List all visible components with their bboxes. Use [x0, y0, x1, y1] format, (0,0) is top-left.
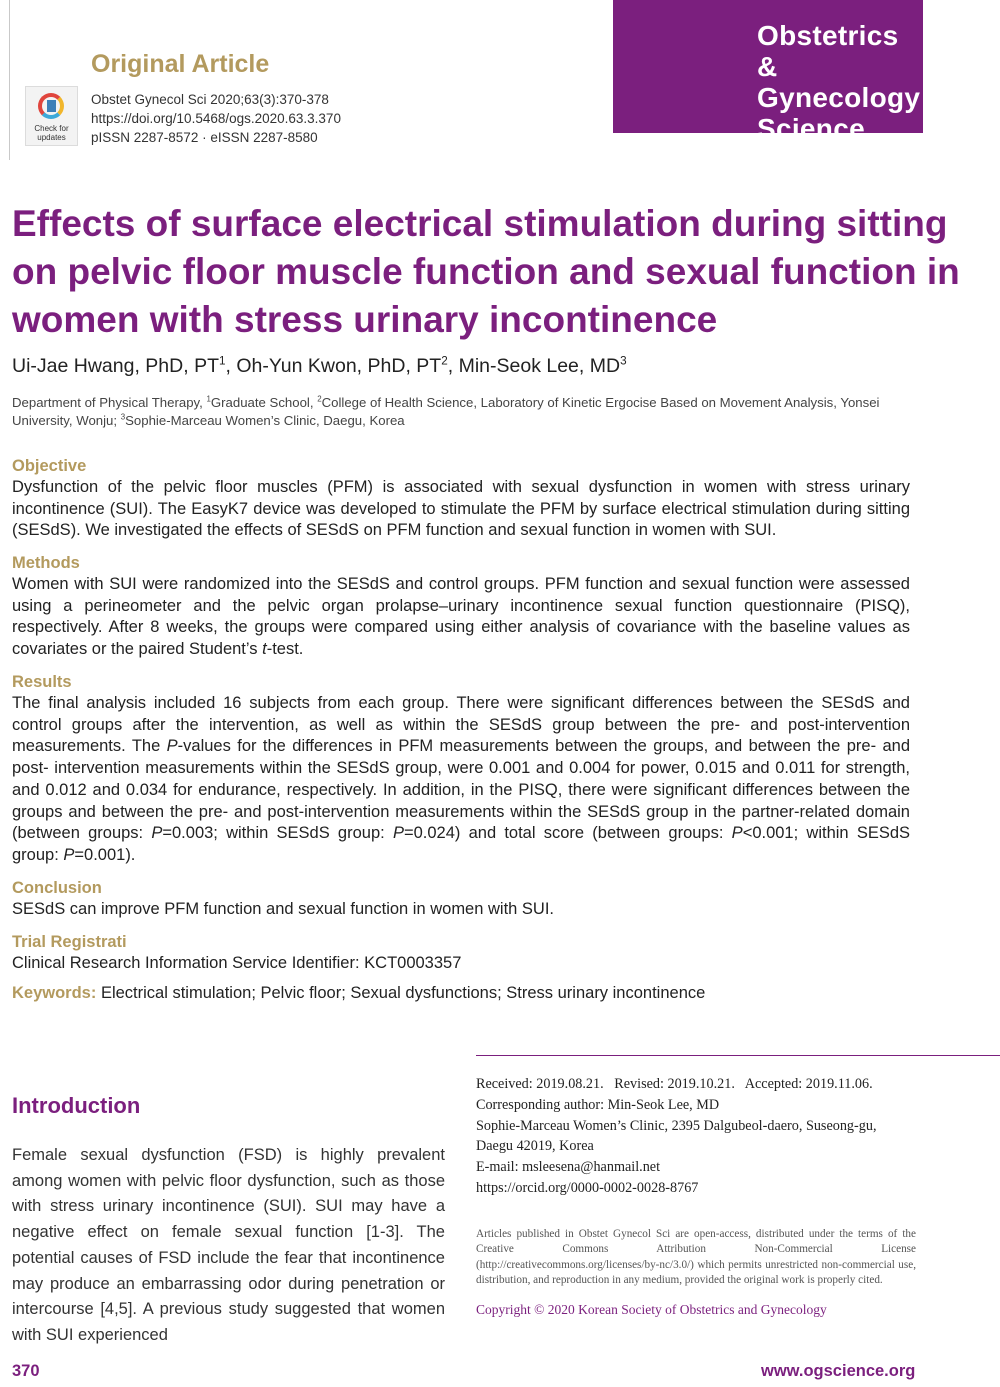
keywords-label: Keywords: — [12, 984, 97, 1002]
abstract-results — [12, 671, 910, 867]
corresponding-author: Corresponding author: Min-Seok Lee, MD — [476, 1096, 720, 1113]
section-text: SESdS can improve PFM function and sexual function in women with SUI. — [12, 900, 555, 918]
author-list: Ui-Jae Hwang, PhD, $PT^1$, Oh-Yun Kwon, PhD, $PT^2$, Min-Seok Lee, $MD^3$ — [12, 354, 627, 377]
citation-line: Obstet Gynecol Sci 2020;63(3):370-378 — [91, 92, 329, 107]
license-statement: Articles published in Obstet Gynecol Sci are open-access, distributed under the terms of the Creative Commons Attribution Non-Commercial License (http://creativecommons.org/licenses/by-nc/3.0/) which permits unrestricted non-commercial use, distribution, and reproduction in any medium, provided the original work is properly cited. — [476, 1228, 916, 1286]
section-text: The final analysis included 16 subjects from each group. There were significant differences between the SESdS and control groups after the intervention, as well as within the SESdS group between the pre- and post-intervention measurements. The P-values for the differences in PFM measurements between the groups, and between the pre- and post- intervention measurements within the SESdS group, were 0.001 and 0.004 for power, 0.015 and 0.011 for strength, and 0.012 and 0.034 for endurance, respectively. In addition, in the PISQ, there were significant differences between the groups and between the pre- and post-intervention measurements within the SESdS group in the partner-related domain (between groups: P=0.003; within SESdS group: P=0.024) and total score (between groups: P<0.001; within SESdS group: P=0.001). — [12, 694, 911, 864]
abstract-methods — [12, 552, 910, 661]
journal-title: Obstetrics & Gynecology Science — [757, 20, 921, 144]
abstract-objective — [12, 455, 910, 542]
author-name: Min-Seok Lee, MD — [458, 355, 621, 377]
section-heading: Objective — [12, 457, 87, 475]
abstract-conclusion — [12, 877, 910, 921]
article-type-label: Original Article — [91, 50, 270, 78]
crossmark-label: Check for updates — [34, 124, 69, 142]
history-dates: Received: 2019.08.21. Revised: 2019.10.21. Accepted: 2019.11.06. — [476, 1076, 873, 1092]
section-heading: Trial Registrati — [12, 933, 127, 951]
bookmark-icon — [47, 100, 56, 112]
orcid-link[interactable]: https://orcid.org/0000-0002-0028-8767 — [476, 1179, 699, 1196]
section-text: Women with SUI were randomized into the SESdS and control groups. PFM function and sexual function were assessed using a perineometer and the pelvic organ prolapse–urinary incontinence sexual function questionnaire (PISQ), respectively. After 8 weeks, the groups were compared using either analysis of covariance with the baseline values as covariates or the paired Student’s t-test. — [12, 575, 910, 659]
doi-link[interactable]: https://doi.org/10.5468/ogs.2020.63.3.370 — [91, 111, 341, 126]
article-title: Effects of surface electrical stimulation during sitting on pelvic floor muscle function and sexual function in women with stress urinary incontinence — [12, 203, 960, 340]
keywords-line — [12, 984, 705, 1003]
author-name: Ui-Jae Hwang, PhD, PT — [12, 355, 219, 377]
abstract-trial-registration — [12, 931, 910, 975]
author-email[interactable]: E-mail: msleesena@hanmail.net — [476, 1159, 661, 1176]
issn-line: pISSN 2287-8572 · eISSN 2287-8580 — [91, 130, 318, 145]
citation-block — [91, 90, 341, 147]
keywords-text: Electrical stimulation; Pelvic floor; Sexual dysfunctions; Stress urinary incontinence — [96, 984, 706, 1002]
section-heading: Conclusion — [12, 879, 102, 897]
section-divider — [476, 1055, 1000, 1056]
author-address: Sophie-Marceau Women’s Clinic, 2395 Dalgubeol-daero, Suseong-gu, Daegu 42019, Korea — [476, 1117, 877, 1155]
author-name: Oh-Yun Kwon, PhD, PT — [236, 355, 442, 377]
page-number: 370 — [12, 1362, 40, 1380]
section-heading: Results — [12, 673, 72, 691]
introduction-text: Female sexual dysfunction (FSD) is highly prevalent among women with pelvic floor dysfunction, such as those with stress urinary incontinence (SUI). SUI may have a negative effect on female sexual function [1-3]. The potential causes of FSD include the fear that incontinence may produce an embarrassing odor during penetration or intercourse [4,5]. A previous study suggested that women with SUI experienced — [12, 1146, 445, 1344]
introduction-heading: Introduction — [12, 1093, 141, 1118]
journal-website-link[interactable]: www.ogscience.org — [761, 1362, 916, 1380]
section-text: Clinical Research Information Service Identifier: KCT0003357 — [12, 954, 462, 972]
check-for-updates-badge[interactable] — [25, 86, 78, 146]
affiliations: Department of Physical Therapy, $^1$Graduate School, $^2$College of Health Science, Laboratory of Kinetic Ergocise Based on Movement Analysis, Yonsei University, Wonju; $^3$Sophie-Marceau Women’s Clinic, Daegu, Korea — [12, 394, 880, 428]
article-metadata — [476, 1074, 916, 1199]
section-heading: Methods — [12, 554, 80, 572]
section-text: Dysfunction of the pelvic floor muscles (PFM) is associated with sexual dysfunction in women with stress urinary incontinence (SUI). The EasyK7 device was developed to stimulate the PFM by surface electrical stimulation during sitting (SESdS). We investigated the effects of SESdS on PFM function and sexual function in women with SUI. — [12, 478, 910, 540]
left-margin-rule — [9, 0, 10, 160]
journal-banner — [613, 0, 923, 144]
copyright-line: Copyright © 2020 Korean Society of Obstetrics and Gynecology — [476, 1302, 827, 1317]
